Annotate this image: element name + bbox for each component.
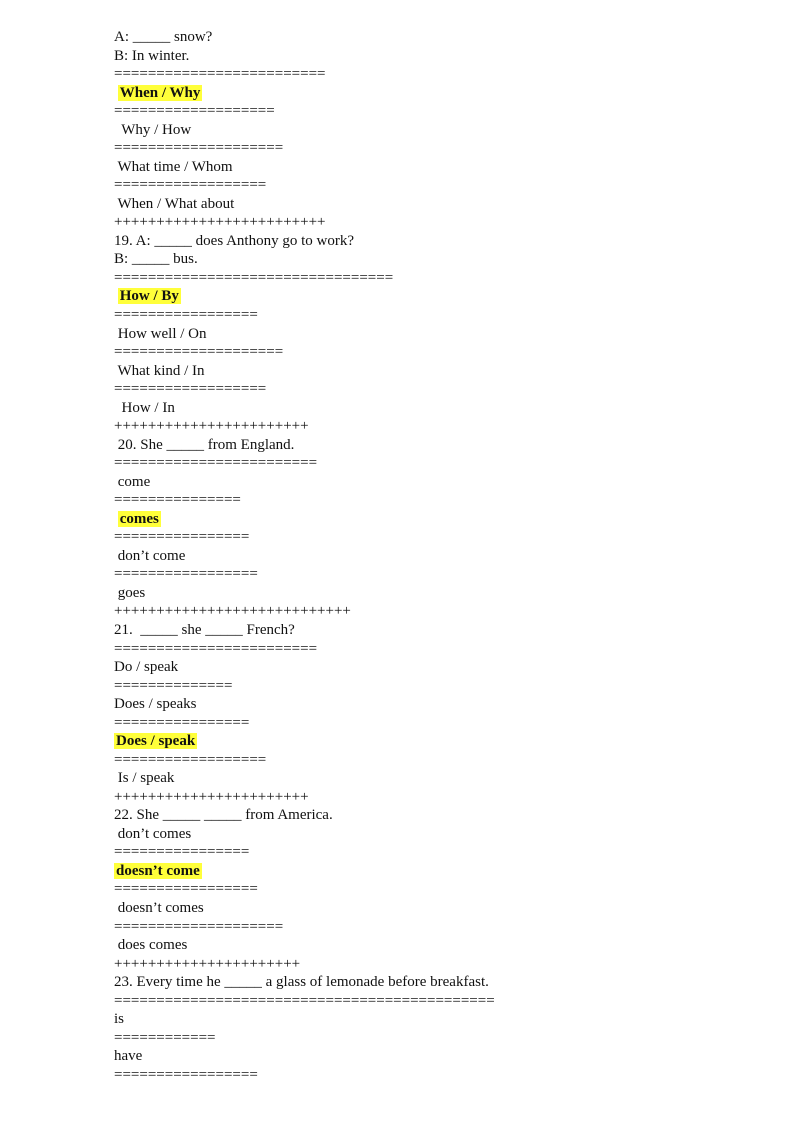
answer-option: Does / speaks bbox=[114, 696, 197, 713]
answer-option: doesn’t comes bbox=[114, 899, 204, 916]
answer-option: How / In bbox=[114, 399, 175, 416]
question-line: 19. A: _____ does Anthony go to work? bbox=[114, 232, 354, 249]
separator-line: +++++++++++++++++++++++++ bbox=[114, 214, 326, 231]
answer-option-highlighted bbox=[114, 732, 754, 751]
answer-option-highlighted bbox=[114, 287, 754, 306]
separator-line: ==================== bbox=[114, 918, 284, 935]
separator-line: ============================================= bbox=[114, 992, 495, 1009]
answer-option: What time / Whom bbox=[114, 158, 233, 175]
highlighted-answer-text: How / By bbox=[119, 288, 179, 305]
separator-line: ================= bbox=[114, 881, 258, 898]
answer-option: don’t comes bbox=[114, 825, 192, 842]
highlighted-answer-text: When / Why bbox=[119, 84, 201, 101]
question-line: 22. She _____ _____ from America. bbox=[114, 807, 333, 824]
separator-line: ================================= bbox=[114, 269, 394, 286]
separator-line: ============ bbox=[114, 1029, 216, 1046]
answer-option: is bbox=[114, 1011, 125, 1028]
text-line: A: _____ snow? bbox=[114, 29, 213, 45]
separator-line: ================== bbox=[114, 751, 267, 768]
separator-line: +++++++++++++++++++++++ bbox=[114, 788, 309, 805]
answer-option: does comes bbox=[114, 937, 188, 954]
separator-line: ================== bbox=[114, 381, 267, 398]
answer-option: When / What about bbox=[114, 195, 235, 212]
worksheet-document bbox=[114, 28, 754, 1084]
answer-option: come bbox=[114, 473, 151, 490]
highlighted-answer-text: comes bbox=[119, 510, 159, 527]
highlighted-answer-text: doesn’t come bbox=[116, 862, 200, 879]
answer-option: Why / How bbox=[114, 121, 192, 138]
separator-line: ================== bbox=[114, 177, 267, 194]
highlighted-answer-text: Does / speak bbox=[116, 733, 196, 750]
text-line: B: _____ bus. bbox=[114, 251, 198, 268]
answer-option: have bbox=[114, 1048, 143, 1065]
separator-line: ================ bbox=[114, 844, 250, 861]
separator-line: ==================== bbox=[114, 140, 284, 157]
separator-line: ================ bbox=[114, 714, 250, 731]
answer-option: How well / On bbox=[114, 325, 207, 342]
separator-line: ========================= bbox=[114, 66, 326, 83]
question-line: 21. _____ she _____ French? bbox=[114, 622, 295, 638]
separator-line: =============== bbox=[114, 492, 241, 509]
separator-line: ======================== bbox=[114, 455, 318, 472]
question-line: 23. Every time he _____ a glass of lemonade before breakfast. bbox=[114, 974, 489, 991]
separator-line: ================= bbox=[114, 566, 258, 583]
answer-option: Do / speak bbox=[114, 659, 179, 676]
separator-line: ++++++++++++++++++++++++++++ bbox=[114, 603, 351, 620]
separator-line: ============== bbox=[114, 677, 233, 694]
answer-option: goes bbox=[114, 584, 146, 601]
separator-line: ================= bbox=[114, 306, 258, 323]
text-line: B: In winter. bbox=[114, 47, 190, 64]
answer-option-highlighted bbox=[114, 862, 754, 881]
answer-option-highlighted bbox=[114, 510, 754, 529]
separator-line: =================== bbox=[114, 103, 275, 120]
separator-line: +++++++++++++++++++++++ bbox=[114, 418, 309, 435]
separator-line: ================= bbox=[114, 1066, 258, 1083]
answer-option: don’t come bbox=[114, 547, 186, 564]
separator-line: ==================== bbox=[114, 344, 284, 361]
answer-option: What kind / In bbox=[114, 362, 205, 379]
answer-option: Is / speak bbox=[114, 770, 175, 787]
question-line: 20. She _____ from England. bbox=[114, 436, 295, 453]
separator-line: ======================== bbox=[114, 640, 318, 657]
separator-line: ++++++++++++++++++++++ bbox=[114, 955, 301, 972]
separator-line: ================ bbox=[114, 529, 250, 546]
answer-option-highlighted bbox=[114, 84, 754, 103]
